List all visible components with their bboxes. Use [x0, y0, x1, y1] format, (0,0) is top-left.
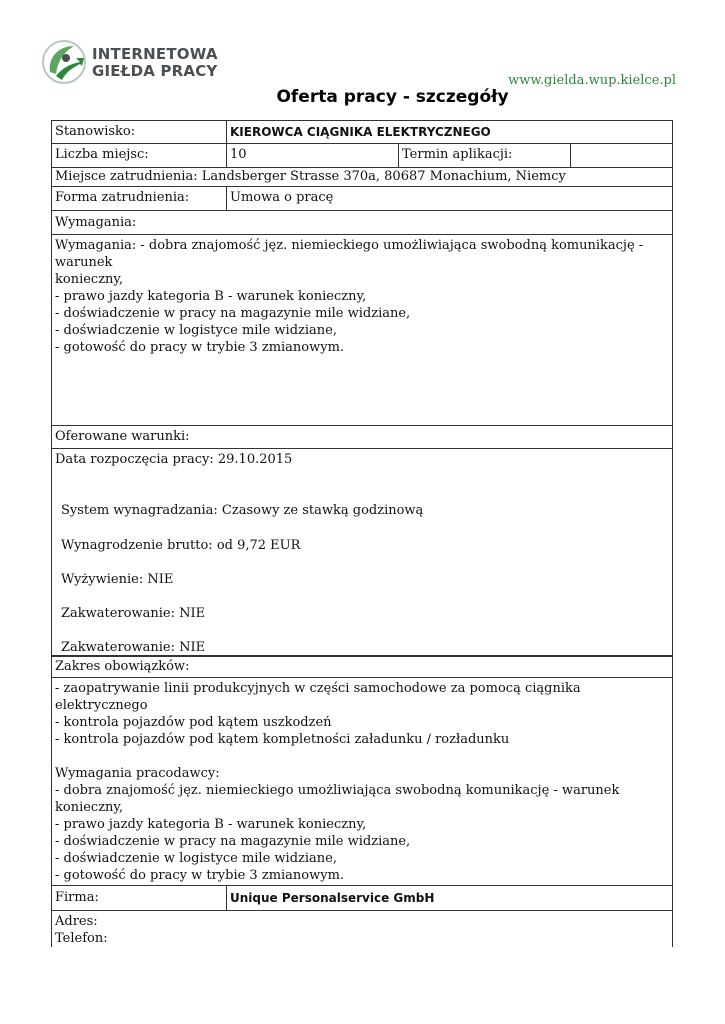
logo-ring: [43, 41, 85, 83]
duties-line: - kontrola pojazdów pod kątem uszkodzeń: [55, 715, 332, 730]
count-label: Liczba miejsc:: [55, 147, 149, 162]
deadline-label: Termin aplikacji:: [398, 144, 570, 167]
requirements-line: - prawo jazdy kategoria B - warunek konieczny,: [55, 289, 367, 304]
row-location: [51, 168, 673, 187]
start-date: Data rozpoczęcia pracy: 29.10.2015: [55, 452, 293, 467]
requirements-line: - doświadczenie w logistyce mile widziane,: [55, 323, 337, 338]
duties-line: - prawo jazdy kategoria B - warunek konieczny,: [55, 817, 367, 832]
duties-line: [55, 748, 669, 765]
offer-table: [51, 120, 673, 947]
requirements-block: [51, 235, 673, 426]
site-url[interactable]: www.gielda.wup.kielce.pl: [508, 73, 676, 88]
deadline-value: [570, 144, 672, 167]
employment-value: Umowa o pracę: [226, 187, 672, 210]
duties-line: - dobra znajomość jęz. niemieckiego umożliwiająca swobodną komunikację - warunek konieczny,: [55, 783, 620, 815]
logo-text: [92, 46, 218, 80]
row-position: [51, 120, 673, 144]
duties-line: - gotowość do pracy w trybie 3 zmianowym.: [55, 868, 345, 883]
pay-system: System wynagradzania: Czasowy ze stawką godzinową: [61, 503, 424, 518]
count-value: 10: [226, 144, 398, 167]
contact-block: [51, 911, 673, 947]
requirements-line: - gotowość do pracy w trybie 3 zmianowym.: [55, 340, 345, 355]
row-requirements-label: [51, 211, 673, 235]
position-label: Stanowisko:: [55, 124, 136, 139]
requirements-line: konieczny,: [55, 272, 124, 287]
requirements-line: - doświadczenie w pracy na magazynie mile widziane,: [55, 306, 411, 321]
position-value: KIEROWCA CIĄGNIKA ELEKTRYCZNEGO: [226, 121, 672, 143]
conditions-label: Oferowane warunki:: [55, 429, 190, 444]
duties-line: - doświadczenie w pracy na magazynie mile widziane,: [55, 834, 411, 849]
employment-label: Forma zatrudnienia:: [55, 190, 190, 205]
duties-line: - kontrola pojazdów pod kątem kompletności załadunku / rozładunku: [55, 732, 510, 747]
page-title: Oferta pracy - szczegóły: [276, 87, 509, 107]
phone-label: Telefon:: [55, 931, 108, 946]
duties-line: - zaopatrywanie linii produkcyjnych w części samochodowe za pomocą ciągnika elektrycznego: [55, 681, 581, 713]
address-label: Adres:: [55, 914, 98, 929]
logo-figure: [62, 54, 70, 62]
row-count: [51, 144, 673, 168]
duties-block: [51, 678, 673, 886]
gross-pay: Wynagrodzenie brutto: od 9,72 EUR: [61, 538, 301, 553]
duties-line: - doświadczenie w logistyce mile widziane,: [55, 851, 337, 866]
row-duties-label: [51, 656, 673, 678]
duties-line: Wymagania pracodawcy:: [55, 766, 220, 781]
company-label: Firma:: [55, 890, 99, 905]
duties-label: Zakres obowiązków:: [55, 659, 190, 674]
company-value: Unique Personalservice GmbH: [226, 886, 672, 910]
meals: Wyżywienie: NIE: [61, 572, 174, 587]
location-line: Miejsce zatrudnienia: Landsberger Strasse 370a, 80687 Monachium, Niemcy: [55, 169, 566, 184]
accommodation-1: Zakwaterowanie: NIE: [61, 606, 206, 621]
logo-line-2: GIEŁDA PRACY: [92, 62, 218, 80]
conditions-block: [51, 449, 673, 656]
accommodation-2: Zakwaterowanie: NIE: [61, 640, 206, 655]
row-conditions-label: [51, 426, 673, 449]
logo-line-1: INTERNETOWA: [92, 45, 218, 63]
row-employment: [51, 187, 673, 211]
requirements-label: Wymagania:: [55, 215, 137, 230]
requirements-line: Wymagania: - dobra znajomość jęz. niemieckiego umożliwiająca swobodną komunikację - warunek: [55, 238, 644, 270]
row-company: [51, 886, 673, 911]
